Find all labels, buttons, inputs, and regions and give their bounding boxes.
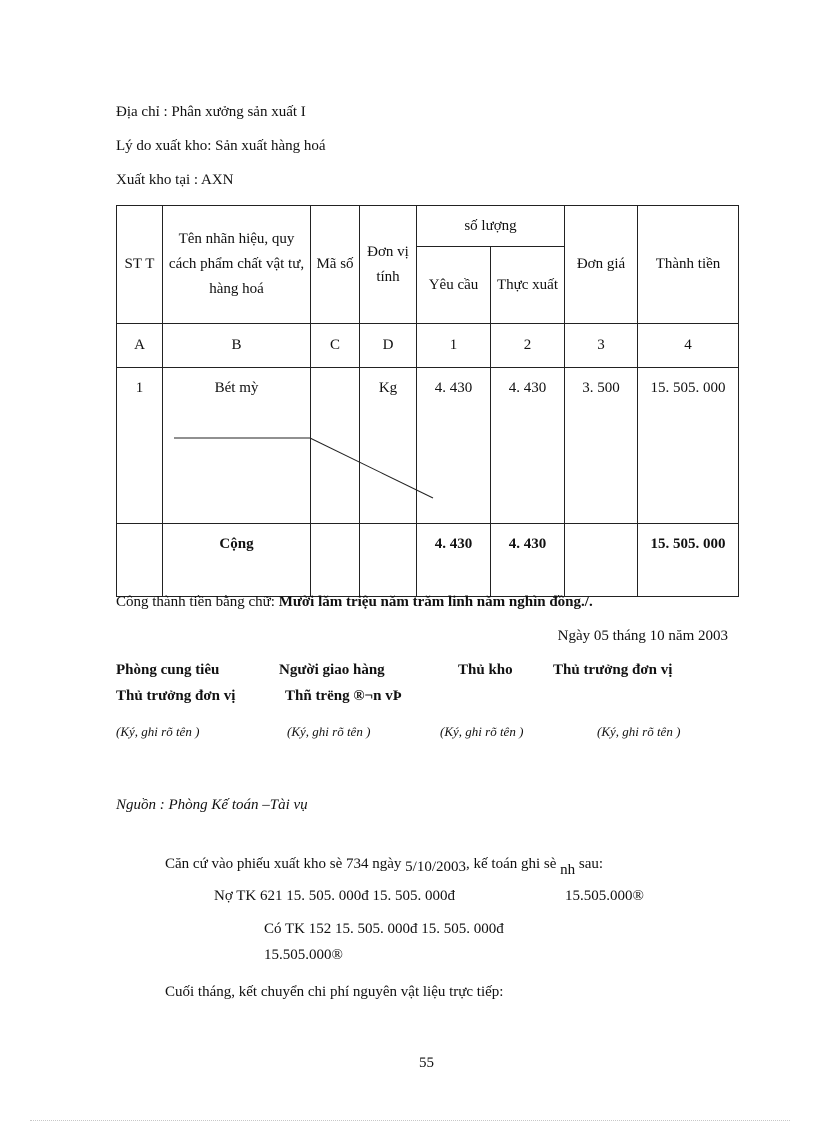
code-cell: 4 [638, 324, 739, 368]
item-amount: 15. 505. 000 [638, 368, 739, 524]
body-line-1-date: 5/10/2003 [405, 859, 467, 875]
header-name: Tên nhãn hiệu, quy cách phẩm chất vật tư, hàng hoá [163, 206, 311, 324]
item-actual: 4. 430 [491, 368, 565, 524]
body-line-1-text: Căn cứ vào phiếu xuất kho sè 734 ngày [165, 856, 406, 872]
total-requested: 4. 430 [417, 524, 491, 597]
sig-role-head-2: Thủ trưởng đơn vị [116, 688, 236, 704]
debit-amount: 15.505.000® [565, 888, 644, 904]
item-name: Bét mỳ [163, 368, 311, 524]
closing-line: Cuối tháng, kết chuyển chi phí nguyên vật liệu trực tiếp: [165, 984, 504, 1000]
body-line-1-text-c: sau: [575, 856, 604, 872]
code-cell: A [117, 324, 163, 368]
item-price: 3. 500 [565, 368, 638, 524]
strike-line-diagonal [310, 438, 433, 498]
sig-role-deliverer: Người giao hàng [279, 662, 385, 678]
reason-line: Lý do xuất kho: Sản xuất hàng hoá [116, 138, 326, 154]
sig-role-head: Thủ trưởng đơn vị [553, 662, 673, 678]
credit-amount: 15.505.000® [264, 947, 343, 963]
header-actual: Thực xuất [491, 247, 565, 324]
page-bottom-divider [30, 1120, 790, 1121]
amount-in-words [116, 594, 593, 611]
code-cell: B [163, 324, 311, 368]
header-requested: Yêu cầu [417, 247, 491, 324]
total-actual: 4. 430 [491, 524, 565, 597]
total-amount: 15. 505. 000 [638, 524, 739, 597]
body-line-1-nh: nh [560, 862, 576, 878]
source-note: Nguồn : Phòng Kế toán –Tài vụ [116, 797, 308, 813]
code-cell: D [360, 324, 417, 368]
total-label: Cộng [163, 524, 311, 597]
address-line: Địa chỉ : Phân xưởng sản xuất I [116, 104, 306, 120]
code-cell: C [311, 324, 360, 368]
sig-role-storekeeper: Thủ kho [458, 662, 513, 678]
page-number: 55 [419, 1055, 434, 1071]
sig-role-garbled: Thñ trëng ®¬n vÞ [285, 688, 402, 704]
slip-date: Ngày 05 tháng 10 năm 2003 [557, 628, 728, 644]
code-cell: 2 [491, 324, 565, 368]
credit-entry: Có TK 152 15. 505. 000đ 15. 505. 000đ [264, 921, 504, 937]
item-stt: 1 [117, 368, 163, 524]
header-code: Mã số [311, 206, 360, 324]
amount-words-label: Công thành tiền bằng chữ: [116, 594, 279, 610]
item-unit: Kg [360, 368, 417, 524]
sig-note: (Ký, ghi rõ tên ) [597, 724, 681, 739]
header-quantity: số lượng [417, 206, 565, 247]
header-price: Đơn giá [565, 206, 638, 324]
code-cell: 1 [417, 324, 491, 368]
code-cell: 3 [565, 324, 638, 368]
amount-words-value: Mười lăm triệu năm trăm linh năm nghìn đồng./. [278, 594, 593, 610]
item-requested: 4. 430 [417, 368, 491, 524]
sig-role-purchasing: Phòng cung tiêu [116, 662, 220, 678]
sig-note: (Ký, ghi rõ tên ) [440, 724, 524, 739]
header-amount: Thành tiền [638, 206, 739, 324]
debit-entry: Nợ TK 621 15. 505. 000đ 15. 505. 000đ [214, 888, 455, 904]
header-unit: Đơn vị tính [360, 206, 417, 324]
header-stt: ST T [117, 206, 163, 324]
sig-note: (Ký, ghi rõ tên ) [287, 724, 371, 739]
sig-note: (Ký, ghi rõ tên ) [116, 724, 200, 739]
body-line-1-text-b: , kế toán ghi sè [466, 856, 561, 872]
warehouse-line: Xuất kho tại : AXN [116, 172, 234, 188]
body-line-1 [165, 856, 604, 878]
